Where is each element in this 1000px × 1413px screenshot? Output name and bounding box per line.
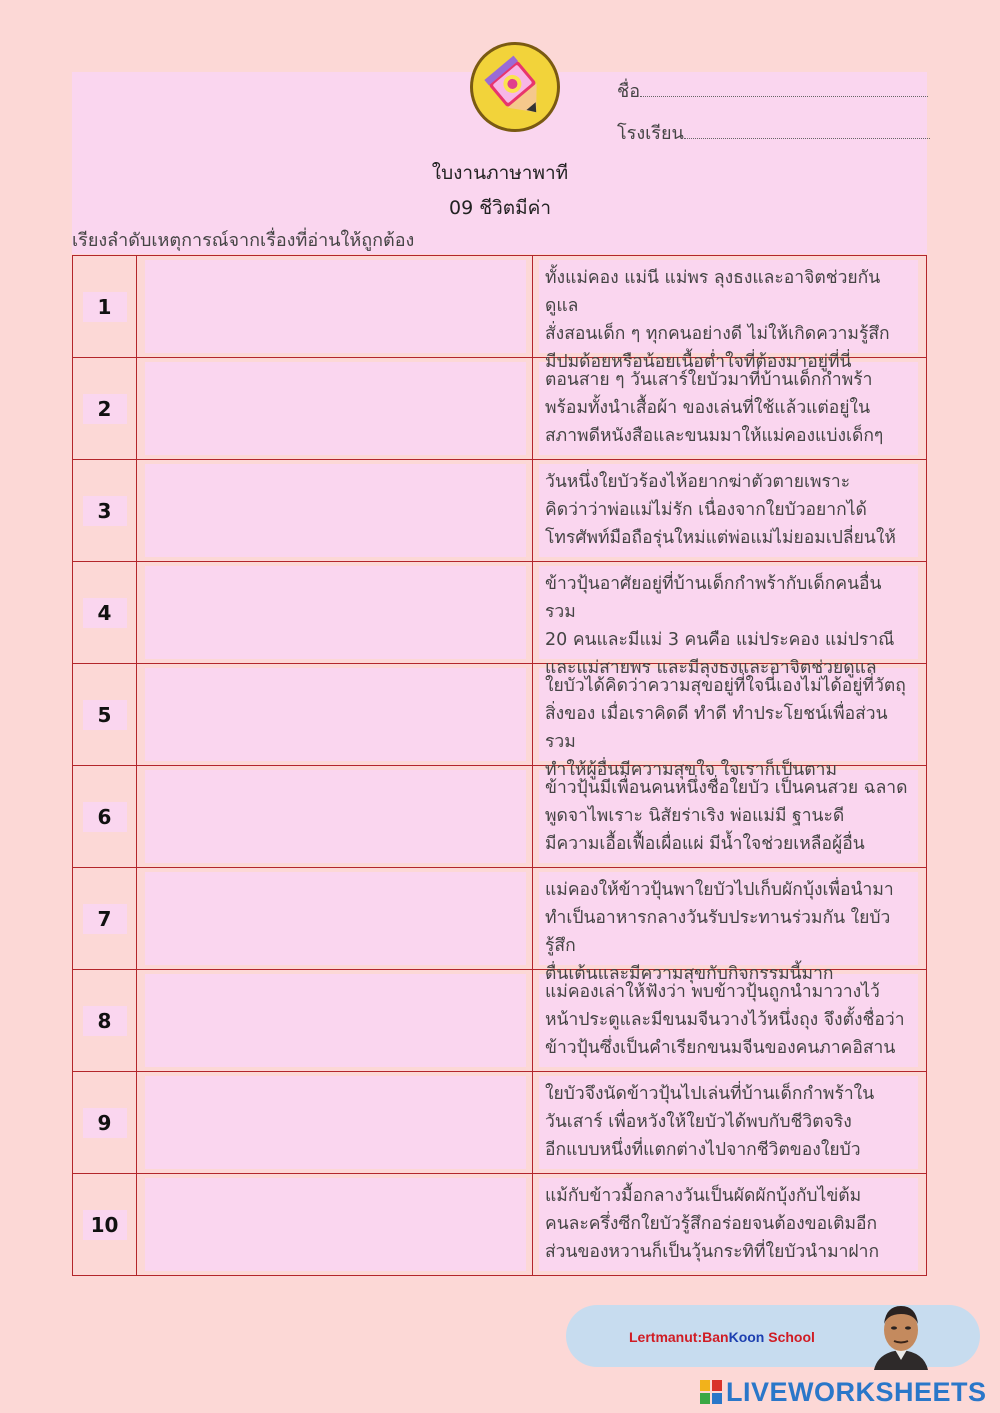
drop-target-box[interactable] [145, 872, 526, 965]
event-card[interactable] [539, 1178, 918, 1271]
answer-cell [137, 562, 533, 664]
table-row [73, 664, 927, 766]
page-subtitle: 09 ชีวิตมีค่า [448, 197, 552, 219]
event-text-line: หน้าประตูและมีขนมจีนวางไว้หนึ่งถุง จึงตั้งชื่อว่า [545, 1010, 905, 1030]
school-field[interactable] [617, 118, 930, 147]
instruction-text: เรียงลำดับเหตุการณ์จากเรื่องที่อ่านให้ถูกต้อง [72, 230, 415, 251]
event-text-line: แม้กับข้าวมื้อกลางวันเป็นผัดผักบุ้งกับไข่ต้ม [545, 1186, 862, 1206]
row-number-cell [73, 970, 137, 1072]
brand-name: LIVEWORKSHEETS [726, 1377, 987, 1407]
event-text-line: ข้าวปุ้นอาศัยอยู่ที่บ้านเด็กกำพร้ากับเด็กคนอื่นรวม [545, 574, 882, 622]
liveworksheets-icon [700, 1380, 722, 1404]
row-number: 5 [83, 700, 127, 730]
event-text-line: ทำให้ผู้อื่นมีความสุขใจ ใจเราก็เป็นตาม [545, 760, 837, 780]
event-cell [533, 664, 927, 780]
event-card[interactable] [539, 362, 918, 455]
row-number-cell [73, 460, 137, 562]
event-card[interactable] [539, 872, 918, 984]
school-label: โรงเรียน [617, 123, 684, 144]
event-card[interactable] [539, 566, 918, 678]
event-cell [533, 358, 927, 460]
row-number: 9 [83, 1108, 127, 1138]
answer-cell [137, 868, 533, 970]
row-number-cell [73, 358, 137, 460]
event-card[interactable] [539, 770, 918, 863]
answer-cell [137, 970, 533, 1072]
credit-text: Lertmanut:BanKoon School [629, 1329, 815, 1345]
event-text-line: ข้าวปุ้นซึ่งเป็นคำเรียกขนมจีนของคนภาคอิสาน [545, 1038, 896, 1058]
answer-cell [137, 256, 533, 358]
event-text-line: ทั้งแม่คอง แม่นี แม่พร ลุงธงและอาจิตช่วยกันดูแล [545, 268, 881, 316]
row-number: 6 [83, 802, 127, 832]
event-text-line: คนละครึ่งซีกใยบัวรู้สึกอร่อยจนต้องขอเติมอีก [545, 1214, 878, 1234]
row-number: 4 [83, 598, 127, 628]
event-text-line: คิดว่าว่าพ่อแม่ไม่รัก เนื่องจากใยบัวอยากได้ [545, 500, 867, 520]
event-card[interactable] [539, 668, 918, 780]
event-cell [533, 970, 927, 1072]
event-text-line: ข้าวปุ้นมีเพื่อนคนหนึ่งชื่อใยบัว เป็นคนสวย ฉลาด [545, 778, 908, 798]
row-number-cell [73, 1174, 137, 1276]
row-number: 3 [83, 496, 127, 526]
drop-target-box[interactable] [145, 974, 526, 1067]
event-cell [533, 1174, 927, 1276]
row-number-cell [73, 766, 137, 868]
table-row [73, 256, 927, 358]
drop-target-box[interactable] [145, 566, 526, 659]
row-number-cell [73, 664, 137, 766]
event-cell [533, 868, 927, 984]
drop-target-box[interactable] [145, 668, 526, 761]
event-card[interactable] [539, 464, 918, 557]
event-text-line: วันหนึ่งใยบัวร้องไห้อยากฆ่าตัวตายเพราะ [545, 472, 851, 492]
event-text-line: ส่วนของหวานก็เป็นวุ้นกระทิที่ใยบัวนำมาฝาก [545, 1242, 880, 1262]
page-title: ใบงานภาษาพาที [431, 162, 569, 184]
row-number: 7 [83, 904, 127, 934]
event-text-line: ทำเป็นอาหารกลางวันรับประทานร่วมกัน ใยบัวรู้สึก [545, 908, 891, 956]
row-number-cell [73, 256, 137, 358]
drop-target-box[interactable] [145, 770, 526, 863]
name-label: ชื่อ [617, 81, 641, 102]
event-text-line: แม่คองให้ข้าวปุ้นพาใยบัวไปเก็บผักบุ้งเพื่อนำมา [545, 880, 894, 900]
name-field[interactable] [617, 76, 928, 105]
name-line[interactable] [640, 82, 928, 97]
event-cell [533, 766, 927, 868]
event-cell [533, 1072, 927, 1174]
event-text-line: มีความเอื้อเฟื้อเผื่อแผ่ มีน้ำใจช่วยเหลือผู้อื่น [545, 834, 865, 854]
event-text-line: มีปมด้อยหรือน้อยเนื้อต่ำใจที่ต้องมาอยู่ที่นี่ [545, 352, 852, 372]
answer-cell [137, 664, 533, 766]
event-card[interactable] [539, 974, 918, 1067]
table-row [73, 1174, 927, 1276]
event-text-line: พร้อมทั้งนำเสื้อผ้า ของเล่นที่ใช้แล้วแต่อยู่ใน [545, 398, 871, 418]
row-number: 2 [83, 394, 127, 424]
answer-cell [137, 358, 533, 460]
table-row [73, 766, 927, 868]
event-card[interactable] [539, 1076, 918, 1169]
table-row [73, 868, 927, 970]
event-text-line: พูดจาไพเราะ นิสัยร่าเริง พ่อแม่มี ฐานะดี [545, 806, 845, 826]
drop-target-box[interactable] [145, 1178, 526, 1271]
row-number: 1 [83, 292, 127, 322]
event-cell [533, 256, 927, 372]
ordering-table [72, 255, 927, 1276]
event-text-line: ใยบัวได้คิดว่าความสุขอยู่ที่ใจนี่เองไม่ได้อยู่ที่วัตถุ [545, 676, 906, 696]
drop-target-box[interactable] [145, 362, 526, 455]
answer-cell [137, 1072, 533, 1174]
row-number-cell [73, 868, 137, 970]
table-row [73, 562, 927, 664]
event-cell [533, 460, 927, 562]
table-row [73, 460, 927, 562]
event-text-line: อีกแบบหนึ่งที่แตกต่างไปจากชีวิตของใยบัว [545, 1140, 861, 1160]
event-text-line: สั่งสอนเด็ก ๆ ทุกคนอย่างดี ไม่ให้เกิดความรู้สึก [545, 324, 890, 344]
answer-cell [137, 460, 533, 562]
event-text-line: ตอนสาย ๆ วันเสาร์ใยบัวมาที่บ้านเด็กกำพร้า [545, 370, 873, 390]
row-number: 8 [83, 1006, 127, 1036]
row-number-cell [73, 1072, 137, 1174]
event-text-line: ตื่นเต้นและมีความสุขกับกิจกรรมนี้มาก [545, 964, 834, 984]
drop-target-box[interactable] [145, 260, 526, 353]
teacher-portrait [870, 1300, 932, 1370]
event-card[interactable] [539, 260, 918, 372]
table-row [73, 358, 927, 460]
row-number-cell [73, 562, 137, 664]
drop-target-box[interactable] [145, 464, 526, 557]
row-number: 10 [83, 1210, 127, 1240]
liveworksheets-logo [700, 1377, 987, 1408]
school-line[interactable] [684, 124, 930, 139]
event-text-line: วันเสาร์ เพื่อหวังให้ใยบัวได้พบกับชีวิตจริง [545, 1112, 852, 1132]
event-text-line: แม่คองเล่าให้ฟังว่า พบข้าวปุ้นถูกนำมาวางไว้ [545, 982, 880, 1002]
event-text-line: ใยบัวจึงนัดข้าวปุ้นไปเล่นที่บ้านเด็กกำพร้าใน [545, 1084, 875, 1104]
event-text-line: โทรศัพท์มือถือรุ่นใหม่แต่พ่อแม่ไม่ยอมเปลี่ยนให้ [545, 528, 896, 548]
pencil-logo-icon [468, 40, 562, 134]
event-text-line: สิ่งของ เมื่อเราคิดดี ทำดี ทำประโยชน์เพื่อส่วนรวม [545, 704, 888, 752]
event-text-line: 20 คนและมีแม่ 3 คนคือ แม่ประคอง แม่ปราณี [545, 630, 895, 650]
answer-cell [137, 766, 533, 868]
table-row [73, 970, 927, 1072]
table-row [73, 1072, 927, 1174]
event-cell [533, 562, 927, 678]
event-text-line: สภาพดีหนังสือและขนมมาให้แม่คองแบ่งเด็กๆ [545, 426, 884, 446]
answer-cell [137, 1174, 533, 1276]
drop-target-box[interactable] [145, 1076, 526, 1169]
event-text-line: และแม่สายพร และมีลุงธงและอาจิตช่วยดูแล [545, 658, 877, 678]
